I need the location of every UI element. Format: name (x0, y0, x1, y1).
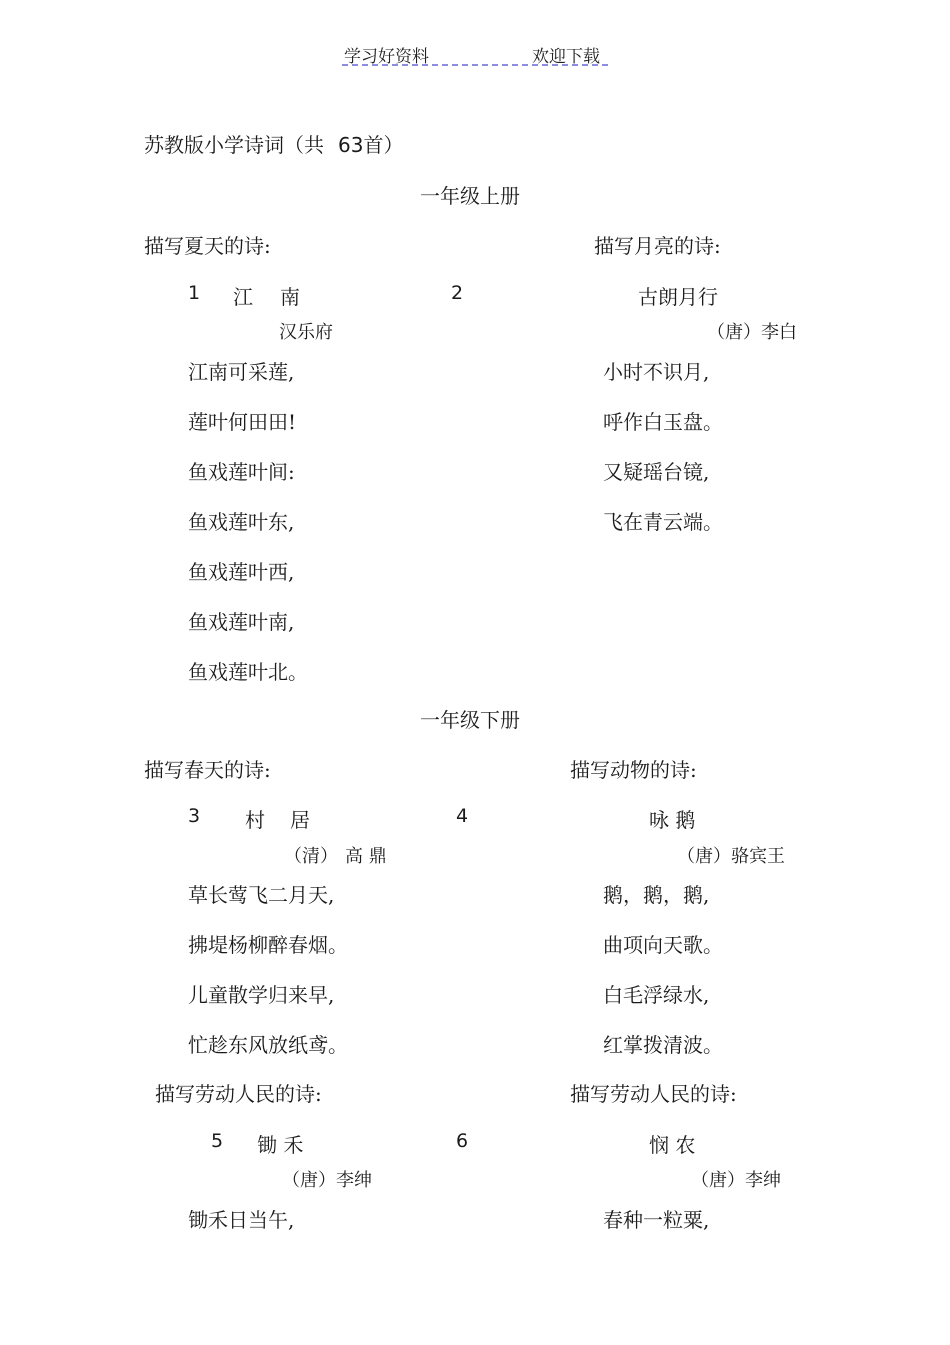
poem-line: 鹅，鹅，鹅, (603, 883, 710, 907)
category-label: 描写夏天的诗: (144, 234, 271, 258)
poem-title: 悯 农 (649, 1133, 696, 1157)
poem-line: 鱼戏莲叶北。 (188, 660, 308, 684)
poem-line: 红掌拨清波。 (603, 1033, 723, 1057)
poem-line: 鱼戏莲叶间: (188, 460, 295, 484)
poem-number: 3 (188, 805, 201, 827)
poem-line: 曲项向天歌。 (603, 933, 723, 957)
poem-author-dynasty: （清） (284, 846, 338, 867)
document-title (144, 129, 403, 158)
poem-line: 飞在青云端。 (603, 510, 723, 534)
grade-heading: 一年级下册 (420, 708, 520, 732)
poem-line: 鱼戏莲叶东, (188, 510, 295, 534)
poem-line: 江南可采莲, (188, 360, 295, 384)
poem-author: 汉乐府 (279, 322, 333, 343)
category-label: 描写劳动人民的诗: (570, 1082, 737, 1106)
poem-line: 莲叶何田田! (188, 410, 297, 434)
document-title-count: 63 (338, 133, 364, 157)
poem-number: 6 (456, 1130, 469, 1152)
poem-number: 2 (451, 282, 464, 304)
poem-line: 又疑瑶台镜, (603, 460, 710, 484)
poem-line: 草长莺飞二月天, (188, 883, 335, 907)
poem-line: 拂堤杨柳醉春烟。 (188, 933, 348, 957)
category-label: 描写劳动人民的诗: (155, 1082, 322, 1106)
poem-line: 鱼戏莲叶西, (188, 560, 295, 584)
poem-author: （唐）李绅 (282, 1170, 372, 1191)
poem-line: 鱼戏莲叶南, (188, 610, 295, 634)
poem-line: 忙趁东风放纸鸢。 (188, 1033, 348, 1057)
document-title-prefix: 苏教版小学诗词（共 (144, 133, 324, 157)
category-label: 描写动物的诗: (570, 758, 697, 782)
category-label: 描写春天的诗: (144, 758, 271, 782)
poem-author-name: 高 鼎 (345, 846, 387, 867)
header-right-text: 欢迎下载 (532, 47, 600, 67)
poem-number: 4 (456, 805, 469, 827)
poem-author: （唐）李绅 (691, 1170, 781, 1191)
poem-line: 春种一粒粟, (603, 1208, 710, 1232)
poem-line: 儿童散学归来早, (188, 983, 335, 1007)
poem-title: 锄 禾 (257, 1133, 304, 1157)
header-dashed-underline (342, 64, 608, 66)
document-title-suffix: 首） (363, 133, 404, 157)
category-label: 描写月亮的诗: (594, 234, 721, 258)
poem-title-char: 南 (280, 285, 300, 309)
poem-number: 1 (188, 282, 201, 304)
poem-author: （唐）李白 (707, 322, 797, 343)
poem-title-char: 居 (290, 808, 310, 832)
poem-title-char: 村 (245, 808, 265, 832)
poem-line: 呼作白玉盘。 (603, 410, 723, 434)
poem-title-char: 江 (233, 285, 253, 309)
poem-line: 锄禾日当午, (188, 1208, 295, 1232)
poem-title: 古朗月行 (638, 285, 718, 309)
poem-line: 小时不识月, (603, 360, 710, 384)
poem-number: 5 (211, 1130, 224, 1152)
header-left-text: 学习好资料 (344, 47, 429, 67)
poem-line: 白毛浮绿水, (603, 983, 710, 1007)
grade-heading: 一年级上册 (420, 184, 520, 208)
poem-title: 咏 鹅 (649, 808, 696, 832)
poem-author: （唐）骆宾王 (677, 846, 785, 867)
